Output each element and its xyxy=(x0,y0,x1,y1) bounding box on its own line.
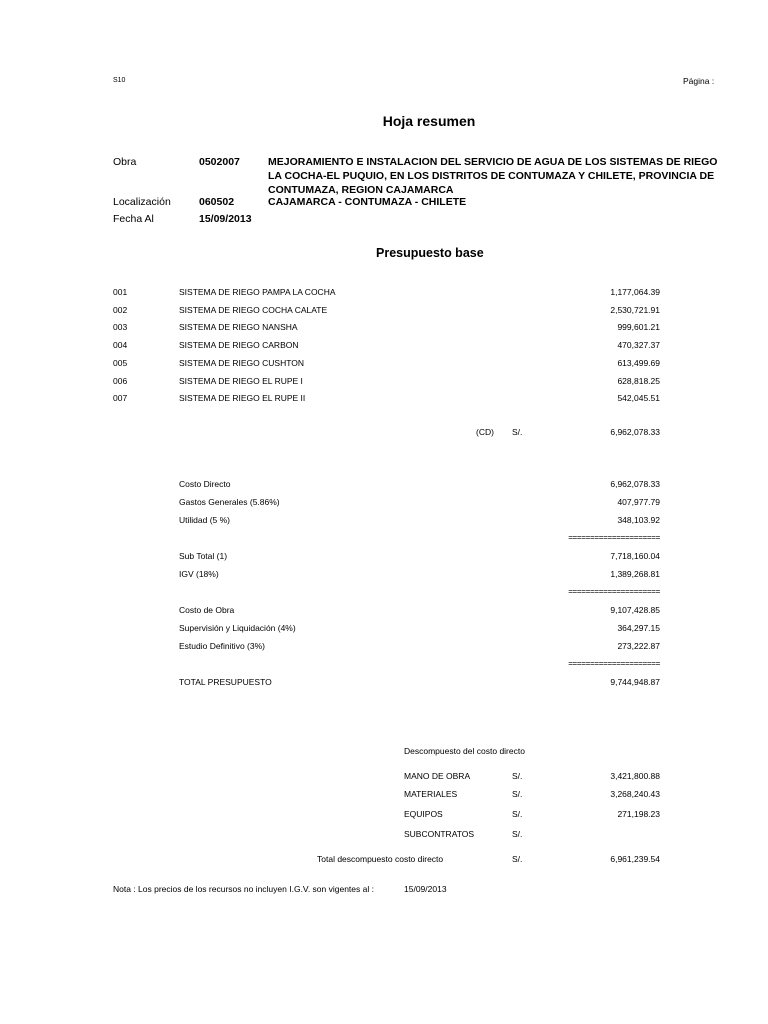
breakdown-label: MANO DE OBRA xyxy=(404,771,471,781)
total-presupuesto-label: TOTAL PRESUPUESTO xyxy=(179,677,272,687)
item-amount: 542,045.51 xyxy=(617,393,660,403)
item-description: SISTEMA DE RIEGO EL RUPE II xyxy=(179,393,306,403)
breakdown-label: MATERIALES xyxy=(404,789,458,799)
breakdown-title: Descompuesto del costo directo xyxy=(404,746,525,756)
item-code: 003 xyxy=(113,322,128,332)
estudio-label: Estudio Definitivo (3%) xyxy=(179,641,265,651)
fecha-label: Fecha Al xyxy=(113,213,154,225)
localizacion-label: Localización xyxy=(113,196,171,208)
breakdown-currency: S/. xyxy=(512,771,523,781)
breakdown-total-amount: 6,961,239.54 xyxy=(610,854,660,864)
gastos-generales-label: Gastos Generales (5.86%) xyxy=(179,497,280,507)
item-code: 007 xyxy=(113,393,128,403)
separator: ===================== xyxy=(568,587,660,596)
sub-total-label: Sub Total (1) xyxy=(179,551,228,561)
sub-total-amount: 7,718,160.04 xyxy=(610,551,660,561)
item-description: SISTEMA DE RIEGO COCHA CALATE xyxy=(179,305,328,315)
estudio-amount: 273,222.87 xyxy=(617,641,660,651)
budget-title: Presupuesto base xyxy=(376,246,484,260)
item-code: 004 xyxy=(113,340,128,350)
item-code: 002 xyxy=(113,305,128,315)
item-description: SISTEMA DE RIEGO CUSHTON xyxy=(179,358,305,368)
supervision-label: Supervisión y Liquidación (4%) xyxy=(179,623,296,633)
item-amount: 1,177,064.39 xyxy=(610,287,660,297)
note-text: Nota : Los precios de los recursos no incluyen I.G.V. son vigentes al : xyxy=(113,884,374,894)
item-description: SISTEMA DE RIEGO NANSHA xyxy=(179,322,298,332)
cd-currency: S/. xyxy=(512,427,523,437)
utilidad-amount: 348,103.92 xyxy=(617,515,660,525)
item-code: 001 xyxy=(113,287,128,297)
gastos-generales-amount: 407,977.79 xyxy=(617,497,660,507)
item-amount: 613,499.69 xyxy=(617,358,660,368)
item-description: SISTEMA DE RIEGO EL RUPE I xyxy=(179,376,303,386)
item-code: 006 xyxy=(113,376,128,386)
breakdown-currency: S/. xyxy=(512,809,523,819)
breakdown-amount: 3,421,800.88 xyxy=(610,771,660,781)
item-description: SISTEMA DE RIEGO PAMPA LA COCHA xyxy=(179,287,336,297)
igv-amount: 1,389,268.81 xyxy=(610,569,660,579)
breakdown-amount: 271,198.23 xyxy=(617,809,660,819)
costo-obra-label: Costo de Obra xyxy=(179,605,235,615)
report-code: S10 xyxy=(113,77,126,84)
cd-amount: 6,962,078.33 xyxy=(610,427,660,437)
breakdown-total-label: Total descompuesto costo directo xyxy=(317,854,444,864)
item-description: SISTEMA DE RIEGO CARBON xyxy=(179,340,299,350)
obra-label: Obra xyxy=(113,156,137,168)
item-amount: 999,601.21 xyxy=(617,322,660,332)
item-code: 005 xyxy=(113,358,128,368)
obra-description: MEJORAMIENTO E INSTALACION DEL SERVICIO DE AGUA DE LOS SISTEMAS DE RIEGO LA COCHA-EL PUQUIO, EN LOS DISTRITOS DE CONTUMAZA Y CHILETE, PROVINCIA DE CONTUMAZA, REGION CAJAMARCA xyxy=(268,156,718,196)
costo-directo-amount: 6,962,078.33 xyxy=(610,479,660,489)
separator: ===================== xyxy=(568,533,660,542)
item-amount: 470,327.37 xyxy=(617,340,660,350)
breakdown-currency: S/. xyxy=(512,829,523,839)
obra-code: 0502007 xyxy=(199,156,240,168)
utilidad-label: Utilidad (5 %) xyxy=(179,515,231,525)
total-presupuesto-amount: 9,744,948.87 xyxy=(610,677,660,687)
fecha-value: 15/09/2013 xyxy=(199,213,252,225)
igv-label: IGV (18%) xyxy=(179,569,219,579)
breakdown-total-currency: S/. xyxy=(512,854,523,864)
localizacion-code: 060502 xyxy=(199,196,235,208)
item-amount: 2,530,721.91 xyxy=(610,305,660,315)
item-amount: 628,818.25 xyxy=(617,376,660,386)
breakdown-amount: 3,268,240.43 xyxy=(610,789,660,799)
breakdown-currency: S/. xyxy=(512,789,523,799)
costo-directo-label: Costo Directo xyxy=(179,479,231,489)
localizacion-description: CAJAMARCA - CONTUMAZA - CHILETE xyxy=(268,196,467,208)
note-date: 15/09/2013 xyxy=(404,884,447,894)
breakdown-label: EQUIPOS xyxy=(404,809,443,819)
separator: ===================== xyxy=(568,659,660,668)
page-label: Página : xyxy=(683,76,715,86)
breakdown-label: SUBCONTRATOS xyxy=(404,829,475,839)
cd-label: (CD) xyxy=(476,427,494,437)
supervision-amount: 364,297.15 xyxy=(617,623,660,633)
page-title: Hoja resumen xyxy=(382,113,476,129)
costo-obra-amount: 9,107,428.85 xyxy=(610,605,660,615)
